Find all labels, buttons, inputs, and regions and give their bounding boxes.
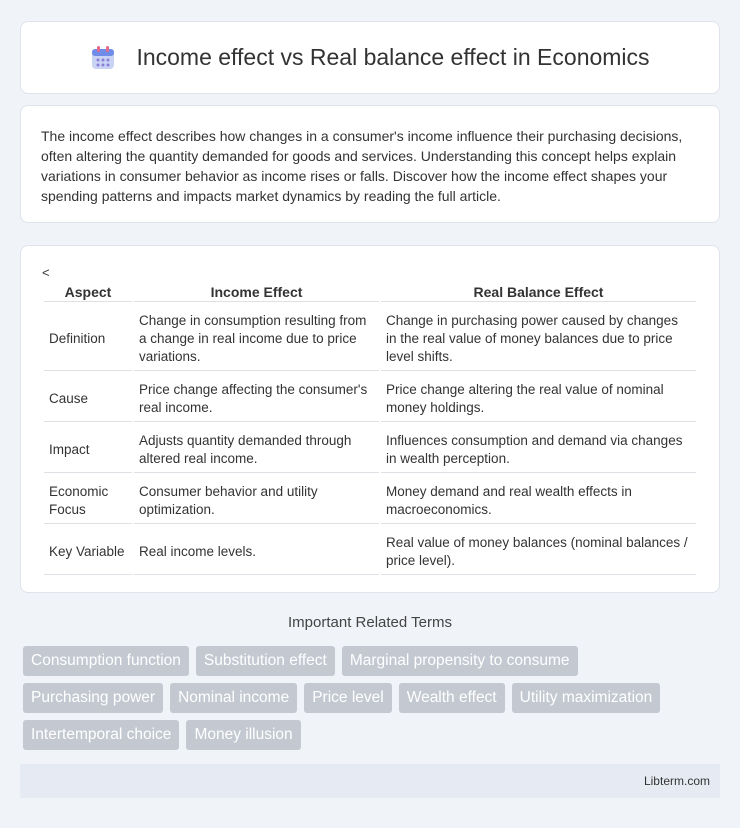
term-tag[interactable]: Purchasing power [23, 683, 163, 713]
page-title: Income effect vs Real balance effect in Economics [136, 44, 650, 70]
column-header-aspect: Aspect [44, 281, 132, 302]
table-cell: Economic Focus [44, 475, 132, 524]
term-tag[interactable]: Utility maximization [512, 683, 661, 713]
table-cell: Price change altering the real value of nominal money holdings. [381, 373, 696, 422]
footer-site-link[interactable]: Libterm.com [643, 774, 710, 788]
table-row [44, 373, 696, 422]
table-cell: Real value of money balances (nominal balances / price level). [381, 526, 696, 575]
table-cell: Real income levels. [134, 526, 379, 575]
related-terms-list [23, 646, 723, 757]
table-row [44, 526, 696, 575]
term-tag[interactable]: Substitution effect [196, 646, 335, 676]
stray-text: < [42, 265, 50, 280]
table-cell: Change in consumption resulting from a change in real income due to price variations. [134, 304, 379, 371]
term-tag[interactable]: Nominal income [170, 683, 297, 713]
table-cell: Impact [44, 424, 132, 473]
table-cell: Change in purchasing power caused by changes in the real value of money balances due to price level shifts. [381, 304, 696, 371]
footer [20, 764, 720, 798]
comparison-table [42, 279, 698, 577]
comparison-card [20, 245, 720, 593]
table-cell: Price change affecting the consumer's real income. [134, 373, 379, 422]
table-cell: Adjusts quantity demanded through altered real income. [134, 424, 379, 473]
table-row [44, 424, 696, 473]
column-header-income-effect: Income Effect [134, 281, 379, 302]
header-card [20, 21, 720, 94]
term-tag[interactable]: Money illusion [186, 720, 300, 750]
term-tag[interactable]: Marginal propensity to consume [342, 646, 578, 676]
intro-card [20, 105, 720, 223]
calendar-icon [90, 45, 116, 71]
table-row [44, 304, 696, 371]
term-tag[interactable]: Intertemporal choice [23, 720, 179, 750]
term-tag[interactable]: Price level [304, 683, 392, 713]
table-header-row [44, 281, 696, 302]
table-cell: Consumer behavior and utility optimization. [134, 475, 379, 524]
table-cell: Key Variable [44, 526, 132, 575]
related-terms-heading: Important Related Terms [288, 614, 452, 631]
table-cell: Money demand and real wealth effects in macroeconomics. [381, 475, 696, 524]
table-cell: Cause [44, 373, 132, 422]
term-tag[interactable]: Consumption function [23, 646, 189, 676]
table-row [44, 475, 696, 524]
table-cell: Influences consumption and demand via changes in wealth perception. [381, 424, 696, 473]
column-header-real-balance-effect: Real Balance Effect [381, 281, 696, 302]
table-cell: Definition [44, 304, 132, 371]
intro-text: The income effect describes how changes in a consumer's income influence their purchasing decisions, often altering the quantity demanded for goods and services. Understanding this concept helps explain variations in consumer behavior as income rises or falls. Discover how the income effect shapes your spending patterns and impacts market dynamics by reading the full article. [41, 128, 683, 204]
term-tag[interactable]: Wealth effect [399, 683, 505, 713]
